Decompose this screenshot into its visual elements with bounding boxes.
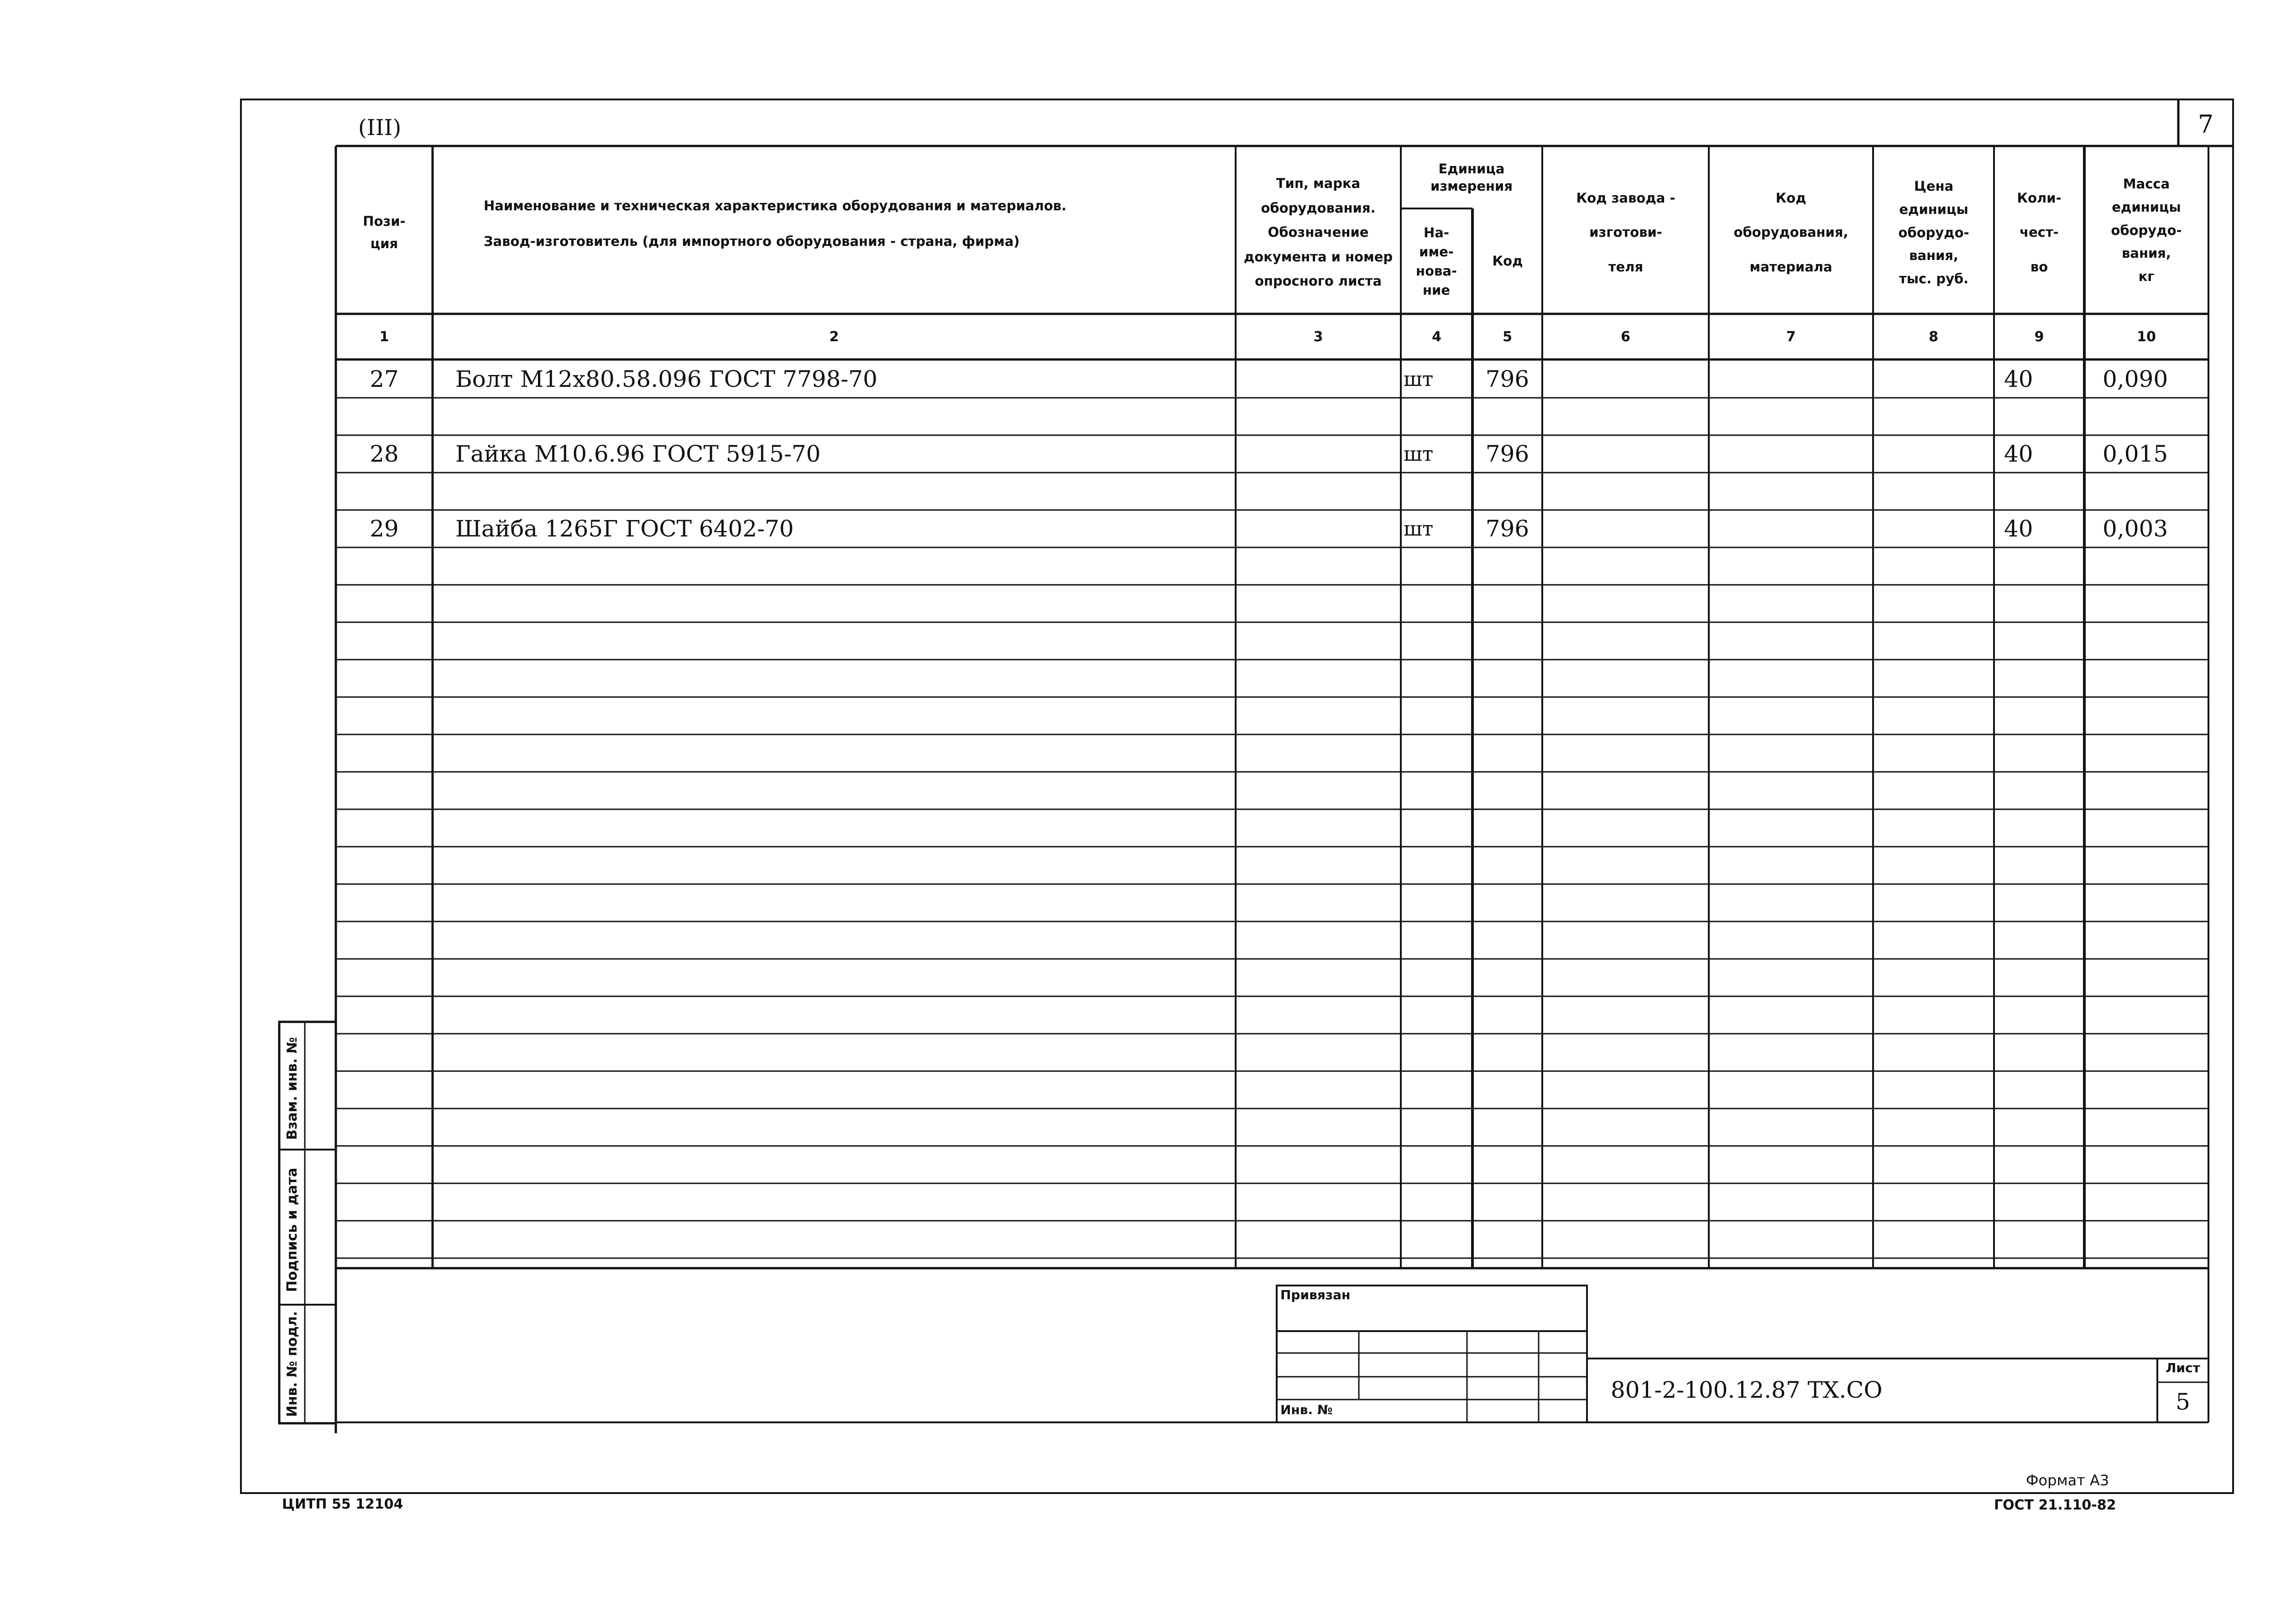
row-code: 796 (1485, 515, 1529, 542)
column-number: 5 (1503, 328, 1512, 345)
column-number: 8 (1929, 328, 1938, 345)
stamp-bound-label: Привязан (1280, 1287, 1351, 1302)
header-unit-code: Код (1492, 253, 1523, 269)
label-inventory-original: Инв. № подл. (284, 1311, 300, 1417)
header-name: Наименование и техническая характеристика оборудования и материалов. Завод-изготовитель (для импортного оборудования - страна, фирма) (484, 198, 1067, 249)
sheet-mark: (III) (358, 115, 402, 141)
row-position: 28 (370, 441, 399, 467)
row-quantity: 40 (2004, 366, 2033, 392)
column-number: 2 (829, 328, 839, 345)
row-code: 796 (1485, 441, 1529, 467)
column-number: 4 (1432, 328, 1441, 345)
row-code: 796 (1485, 366, 1529, 392)
row-mass: 0,015 (2103, 441, 2168, 467)
header-mass: Масса единицы оборудо- вания, кг (2111, 176, 2182, 285)
column-number: 9 (2034, 328, 2044, 345)
label-signature-date: Подпись и дата (284, 1167, 300, 1292)
column-number: 6 (1621, 328, 1630, 345)
header-quantity: Коли- чест- во (2017, 190, 2062, 275)
column-number: 10 (2137, 328, 2156, 345)
document-code: 801-2-100.12.87 ТХ.СО (1611, 1377, 1883, 1403)
row-name: Гайка М10.6.96 ГОСТ 5915-70 (455, 441, 821, 467)
header-type: Тип, марка оборудования. Обозначение документа и номер опросного листа (1243, 175, 1393, 289)
row-mass: 0,090 (2103, 366, 2168, 392)
row-unit: шт (1404, 367, 1434, 391)
header-unit-group: Единица измерения (1430, 161, 1513, 194)
row-position: 29 (370, 515, 399, 542)
footer-format: Формат А3 (2026, 1472, 2109, 1489)
row-unit: шт (1404, 517, 1434, 541)
column-number: 3 (1313, 328, 1323, 345)
row-name: Шайба 1265Г ГОСТ 6402-70 (455, 515, 794, 542)
stamp-sheet-number: 5 (2176, 1389, 2190, 1415)
header-position: Пози- ция (363, 213, 406, 251)
header-factory-code: Код завода - изготови- теля (1576, 190, 1676, 275)
label-replace-inventory: Взам. инв. № (284, 1037, 300, 1140)
row-unit: шт (1404, 442, 1434, 466)
footer-publisher: ЦИТП 55 12104 (282, 1496, 403, 1512)
row-quantity: 40 (2004, 441, 2033, 467)
page-number: 7 (2197, 109, 2214, 139)
header-price: Цена единицы оборудо- вания, тыс. руб. (1898, 178, 1969, 287)
column-number: 1 (379, 328, 389, 345)
row-mass: 0,003 (2103, 515, 2168, 542)
row-position: 27 (370, 366, 399, 392)
column-number: 7 (1786, 328, 1796, 345)
stamp-inventory-label: Инв. № (1280, 1402, 1333, 1417)
header-unit-name: На- име- нова- ние (1416, 224, 1457, 298)
row-quantity: 40 (2004, 515, 2033, 542)
header-equipment-code: Код оборудования, материала (1733, 190, 1848, 275)
footer-standard: ГОСТ 21.110-82 (1994, 1497, 2116, 1513)
row-name: Болт М12х80.58.096 ГОСТ 7798-70 (455, 366, 877, 392)
stamp-sheet-label: Лист (2166, 1360, 2200, 1375)
